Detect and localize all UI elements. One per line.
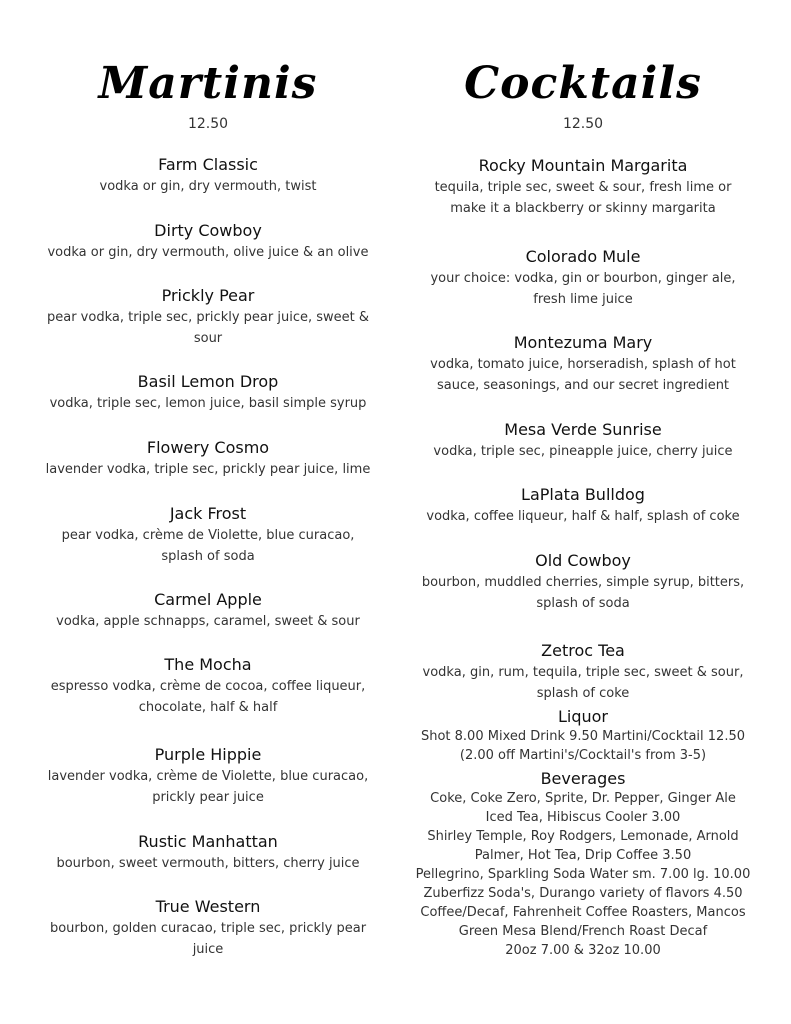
menu-item-name: Basil Lemon Drop — [137, 372, 279, 391]
menu-item-name: Jack Frost — [169, 504, 247, 523]
menu-item-description: espresso vodka, crème de cocoa, coffee liqueur, — [50, 679, 366, 694]
menu-item-description: bourbon, sweet vermouth, bitters, cherry juice — [56, 856, 360, 871]
beverages-line: 20oz 7.00 & 32oz 10.00 — [505, 943, 661, 958]
menu-item-name: Mesa Verde Sunrise — [504, 420, 662, 439]
beverages-heading: Beverages — [540, 769, 626, 788]
menu-item — [393, 155, 773, 219]
menu-item-description: pear vodka, crème de Violette, blue curacao, — [61, 528, 355, 543]
beverages-line: Shirley Temple, Roy Rodgers, Lemonade, Arnold — [427, 829, 739, 844]
menu-item-name: Flowery Cosmo — [146, 438, 270, 457]
menu-item-description: vodka or gin, dry vermouth, twist — [99, 179, 317, 194]
menu-item-description: vodka, tomato juice, horseradish, splash of hot — [430, 357, 736, 372]
menu-item-name: Colorado Mule — [525, 247, 641, 266]
martinis-price: 12.50 — [187, 116, 229, 132]
menu-item-description: splash of coke — [536, 686, 630, 701]
menu-item-name: The Mocha — [164, 655, 252, 674]
liquor-section — [393, 707, 773, 765]
cocktails-title: Cocktails — [464, 58, 702, 109]
menu-item — [18, 154, 398, 197]
menu-item-name: Rocky Mountain Margarita — [478, 156, 688, 175]
liquor-line: (2.00 off Martini's/Cocktail's from 3-5) — [459, 748, 707, 763]
beverages-line: Coffee/Decaf, Fahrenheit Coffee Roasters, Mancos — [420, 905, 746, 920]
menu-item-description: vodka, coffee liqueur, half & half, splash of coke — [426, 509, 740, 524]
menu-item-name: Zetroc Tea — [541, 641, 625, 660]
menu-item — [18, 654, 398, 718]
menu-item-description: lavender vodka, crème de Violette, blue curacao, — [47, 769, 369, 784]
menu-item — [18, 896, 398, 960]
menu-item — [18, 371, 398, 414]
menu-item — [393, 419, 773, 462]
menu-item-description: make it a blackberry or skinny margarita — [450, 201, 716, 216]
menu-item-name: Farm Classic — [158, 155, 258, 174]
menu-item-name: Purple Hippie — [154, 745, 262, 764]
liquor-heading: Liquor — [557, 707, 609, 726]
menu-item-description: pear vodka, triple sec, prickly pear juice, sweet & — [46, 310, 369, 325]
menu-item — [393, 332, 773, 396]
menu-item — [18, 744, 398, 808]
menu-item — [18, 503, 398, 567]
menu-item-name: Rustic Manhattan — [138, 832, 278, 851]
menu-item-description: vodka, gin, rum, tequila, triple sec, sweet & sour, — [422, 665, 744, 680]
menu-item-name: LaPlata Bulldog — [521, 485, 645, 504]
menu-item-description: bourbon, golden curacao, triple sec, prickly pear — [49, 921, 367, 936]
menu-item-description: splash of soda — [536, 596, 630, 611]
menu-item — [393, 246, 773, 310]
menu-item-description: lavender vodka, triple sec, prickly pear juice, lime — [45, 462, 371, 477]
menu-item-description: fresh lime juice — [533, 292, 633, 307]
liquor-line: Shot 8.00 Mixed Drink 9.50 Martini/Cocktail 12.50 — [420, 729, 745, 744]
beverages-line: Pellegrino, Sparkling Soda Water sm. 7.00 lg. 10.00 — [415, 867, 751, 882]
beverages-line: Zuberfizz Soda's, Durango variety of flavors 4.50 — [423, 886, 743, 901]
menu-item-description: vodka, triple sec, lemon juice, basil simple syrup — [49, 396, 367, 411]
menu-item-name: True Western — [155, 897, 261, 916]
menu-item-description: tequila, triple sec, sweet & sour, fresh lime or — [434, 180, 732, 195]
menu-item-name: Carmel Apple — [154, 590, 262, 609]
menu-item — [393, 550, 773, 614]
beverages-line: Green Mesa Blend/French Roast Decaf — [458, 924, 708, 939]
menu-item — [18, 589, 398, 632]
menu-item-description: sour — [193, 331, 223, 346]
menu-item-description: bourbon, muddled cherries, simple syrup, bitters, — [421, 575, 745, 590]
menu-item-description: prickly pear juice — [152, 790, 264, 805]
menu-item — [393, 640, 773, 704]
menu-item-name: Montezuma Mary — [513, 333, 653, 352]
menu-item — [18, 437, 398, 480]
menu-item-description: juice — [192, 942, 224, 957]
menu-item-name: Prickly Pear — [161, 286, 255, 305]
menu-item-description: chocolate, half & half — [138, 700, 278, 715]
menu-item-description: your choice: vodka, gin or bourbon, ginger ale, — [430, 271, 736, 286]
menu-item-name: Dirty Cowboy — [154, 221, 262, 240]
beverages-line: Coke, Coke Zero, Sprite, Dr. Pepper, Ginger Ale — [430, 791, 736, 806]
martinis-title: Martinis — [98, 58, 318, 109]
menu-item — [393, 484, 773, 527]
beverages-line: Iced Tea, Hibiscus Cooler 3.00 — [485, 810, 681, 825]
menu-item-description: vodka, apple schnapps, caramel, sweet & sour — [56, 614, 360, 629]
beverages-section — [393, 769, 773, 960]
menu-item-description: sauce, seasonings, and our secret ingredient — [436, 378, 730, 393]
menu-item — [18, 220, 398, 263]
menu-item-name: Old Cowboy — [535, 551, 631, 570]
menu-item-description: vodka or gin, dry vermouth, olive juice & an olive — [47, 245, 369, 260]
menu-item-description: vodka, triple sec, pineapple juice, cherry juice — [433, 444, 733, 459]
cocktails-price: 12.50 — [562, 116, 604, 132]
beverages-line: Palmer, Hot Tea, Drip Coffee 3.50 — [474, 848, 692, 863]
menu-item — [18, 831, 398, 874]
menu-item — [18, 285, 398, 349]
menu-item-description: splash of soda — [161, 549, 255, 564]
